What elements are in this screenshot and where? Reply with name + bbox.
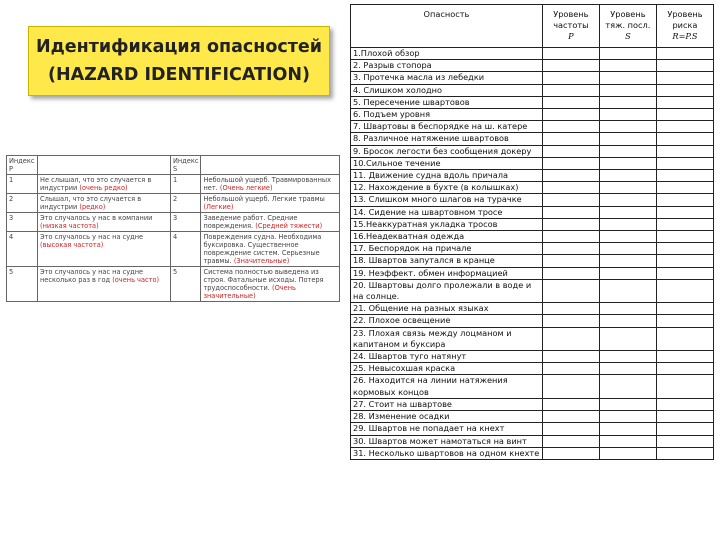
risk-column-header: Уровень риска R=P.S bbox=[656, 5, 713, 48]
hazard-row bbox=[351, 218, 714, 230]
risk-input-cell[interactable] bbox=[656, 267, 713, 279]
frequency-input-cell[interactable] bbox=[542, 231, 599, 243]
hazard-row bbox=[351, 255, 714, 267]
severity-input-cell[interactable] bbox=[599, 109, 656, 121]
frequency-input-cell[interactable] bbox=[542, 363, 599, 375]
index-table-row bbox=[7, 232, 340, 267]
frequency-input-cell[interactable] bbox=[542, 255, 599, 267]
title-line-1: Идентификация опасностей bbox=[35, 37, 323, 57]
frequency-desc-header bbox=[38, 156, 171, 175]
risk-input-cell[interactable] bbox=[656, 133, 713, 145]
hazard-row bbox=[351, 279, 714, 302]
frequency-input-cell[interactable] bbox=[542, 194, 599, 206]
hazard-row bbox=[351, 72, 714, 84]
frequency-desc-cell: Слышал, что это случается в индустрии (редко) bbox=[38, 194, 171, 213]
frequency-input-cell[interactable] bbox=[542, 206, 599, 218]
hazard-row bbox=[351, 109, 714, 121]
index-p-cell: 3 bbox=[7, 213, 38, 232]
hazard-name-cell: 1.Плохой обзор bbox=[351, 48, 543, 60]
hazard-name-cell: 29. Швартов не попадает на кнехт bbox=[351, 423, 543, 435]
severity-input-cell[interactable] bbox=[599, 411, 656, 423]
index-s-cell: 4 bbox=[171, 232, 201, 267]
severity-input-cell[interactable] bbox=[599, 206, 656, 218]
hazard-name-cell: 24. Швартов туго натянут bbox=[351, 351, 543, 363]
risk-input-cell[interactable] bbox=[656, 121, 713, 133]
frequency-input-cell[interactable] bbox=[542, 351, 599, 363]
severity-input-cell[interactable] bbox=[599, 48, 656, 60]
hazard-row bbox=[351, 375, 714, 398]
hazard-row bbox=[351, 96, 714, 108]
severity-desc-cell: Заведение работ. Средние повреждения. (Средней тяжести) bbox=[201, 213, 340, 232]
severity-note: (Очень легкие) bbox=[219, 184, 273, 192]
hazard-row bbox=[351, 303, 714, 315]
risk-input-cell[interactable] bbox=[656, 109, 713, 121]
frequency-input-cell[interactable] bbox=[542, 279, 599, 302]
risk-input-cell[interactable] bbox=[656, 60, 713, 72]
frequency-input-cell[interactable] bbox=[542, 411, 599, 423]
severity-desc-header bbox=[201, 156, 340, 175]
severity-input-cell[interactable] bbox=[599, 145, 656, 157]
frequency-input-cell[interactable] bbox=[542, 133, 599, 145]
risk-input-cell[interactable] bbox=[656, 435, 713, 447]
severity-note: (Очень значительные) bbox=[203, 284, 296, 300]
hazard-row bbox=[351, 435, 714, 447]
index-s-cell: 2 bbox=[171, 194, 201, 213]
severity-input-cell[interactable] bbox=[599, 315, 656, 327]
hazard-row bbox=[351, 170, 714, 182]
risk-input-cell[interactable] bbox=[656, 243, 713, 255]
severity-input-cell[interactable] bbox=[599, 157, 656, 169]
severity-input-cell[interactable] bbox=[599, 447, 656, 459]
hazard-row bbox=[351, 133, 714, 145]
severity-input-cell[interactable] bbox=[599, 279, 656, 302]
frequency-desc-cell: Это случалось у нас в компании (низкая частота) bbox=[38, 213, 171, 232]
risk-input-cell[interactable] bbox=[656, 231, 713, 243]
index-table bbox=[6, 155, 340, 302]
severity-input-cell[interactable] bbox=[599, 351, 656, 363]
hazard-row bbox=[351, 145, 714, 157]
severity-input-cell[interactable] bbox=[599, 327, 656, 350]
frequency-input-cell[interactable] bbox=[542, 423, 599, 435]
frequency-input-cell[interactable] bbox=[542, 218, 599, 230]
risk-input-cell[interactable] bbox=[656, 255, 713, 267]
severity-input-cell[interactable] bbox=[599, 375, 656, 398]
frequency-input-cell[interactable] bbox=[542, 170, 599, 182]
hazard-row bbox=[351, 48, 714, 60]
risk-input-cell[interactable] bbox=[656, 423, 713, 435]
severity-input-cell[interactable] bbox=[599, 218, 656, 230]
index-s-cell: 3 bbox=[171, 213, 201, 232]
hazard-name-cell: 13. Слишком много шлагов на турачке bbox=[351, 194, 543, 206]
hazard-name-cell: 11. Движение судна вдоль причала bbox=[351, 170, 543, 182]
severity-input-cell[interactable] bbox=[599, 182, 656, 194]
hazard-name-cell: 27. Стоит на швартове bbox=[351, 398, 543, 410]
frequency-desc-cell: Это случалось у нас на судне (высокая частота) bbox=[38, 232, 171, 267]
index-p-cell: 4 bbox=[7, 232, 38, 267]
severity-input-cell[interactable] bbox=[599, 255, 656, 267]
severity-note: (Легкие) bbox=[203, 203, 234, 211]
frequency-input-cell[interactable] bbox=[542, 375, 599, 398]
index-p-cell: 5 bbox=[7, 267, 38, 302]
frequency-desc-cell: Это случалось у нас на судне несколько раз в год (очень часто) bbox=[38, 267, 171, 302]
hazard-name-cell: 26. Находится на линии натяжения кормовых концов bbox=[351, 375, 543, 398]
risk-input-cell[interactable] bbox=[656, 398, 713, 410]
frequency-input-cell[interactable] bbox=[542, 182, 599, 194]
hazard-name-cell: 21. Общение на разных языках bbox=[351, 303, 543, 315]
hazard-name-cell: 10.Сильное течение bbox=[351, 157, 543, 169]
hazard-row bbox=[351, 206, 714, 218]
frequency-input-cell[interactable] bbox=[542, 72, 599, 84]
severity-input-cell[interactable] bbox=[599, 194, 656, 206]
index-p-cell: 1 bbox=[7, 175, 38, 194]
hazard-name-cell: 8. Различное натяжение швартовов bbox=[351, 133, 543, 145]
frequency-input-cell[interactable] bbox=[542, 121, 599, 133]
risk-input-cell[interactable] bbox=[656, 375, 713, 398]
index-p-header: Индекс P bbox=[7, 156, 38, 175]
risk-input-cell[interactable] bbox=[656, 206, 713, 218]
hazard-name-cell: 20. Швартовы долго пролежали в воде и на солнце. bbox=[351, 279, 543, 302]
risk-input-cell[interactable] bbox=[656, 411, 713, 423]
hazard-name-cell: 25. Невысохшая краска bbox=[351, 363, 543, 375]
hazard-name-cell: 15.Неаккуратная укладка тросов bbox=[351, 218, 543, 230]
severity-input-cell[interactable] bbox=[599, 363, 656, 375]
risk-input-cell[interactable] bbox=[656, 315, 713, 327]
hazard-name-cell: 3. Протечка масла из лебедки bbox=[351, 72, 543, 84]
hazard-row bbox=[351, 157, 714, 169]
hazard-row bbox=[351, 60, 714, 72]
hazard-name-cell: 31. Несколько швартовов на одном кнехте bbox=[351, 447, 543, 459]
hazard-row bbox=[351, 423, 714, 435]
severity-input-cell[interactable] bbox=[599, 84, 656, 96]
hazard-name-cell: 12. Нахождение в бухте (в колышках) bbox=[351, 182, 543, 194]
severity-desc-cell: Небольшой ущерб. Легкие травмы (Легкие) bbox=[201, 194, 340, 213]
risk-input-cell[interactable] bbox=[656, 96, 713, 108]
frequency-input-cell[interactable] bbox=[542, 96, 599, 108]
risk-input-cell[interactable] bbox=[656, 447, 713, 459]
frequency-input-cell[interactable] bbox=[542, 84, 599, 96]
index-table-row bbox=[7, 213, 340, 232]
severity-input-cell[interactable] bbox=[599, 96, 656, 108]
hazard-name-cell: 6. Подъем уровня bbox=[351, 109, 543, 121]
severity-input-cell[interactable] bbox=[599, 303, 656, 315]
hazard-name-cell: 28. Изменение осадки bbox=[351, 411, 543, 423]
severity-input-cell[interactable] bbox=[599, 231, 656, 243]
index-table-row bbox=[7, 267, 340, 302]
frequency-input-cell[interactable] bbox=[542, 315, 599, 327]
hazard-name-cell: 2. Разрыв стопора bbox=[351, 60, 543, 72]
severity-input-cell[interactable] bbox=[599, 267, 656, 279]
frequency-input-cell[interactable] bbox=[542, 243, 599, 255]
frequency-input-cell[interactable] bbox=[542, 303, 599, 315]
frequency-note: (высокая частота) bbox=[40, 241, 104, 249]
hazard-row bbox=[351, 267, 714, 279]
risk-input-cell[interactable] bbox=[656, 327, 713, 350]
frequency-input-cell[interactable] bbox=[542, 327, 599, 350]
frequency-desc-cell: Не слышал, что это случается в индустрии (очень редко) bbox=[38, 175, 171, 194]
risk-input-cell[interactable] bbox=[656, 218, 713, 230]
severity-input-cell[interactable] bbox=[599, 121, 656, 133]
hazard-row bbox=[351, 315, 714, 327]
hazard-row bbox=[351, 351, 714, 363]
severity-desc-cell: Небольшой ущерб. Травмированных нет. (Очень легкие) bbox=[201, 175, 340, 194]
hazard-table-header bbox=[351, 5, 714, 48]
risk-input-cell[interactable] bbox=[656, 170, 713, 182]
hazard-row bbox=[351, 363, 714, 375]
risk-input-cell[interactable] bbox=[656, 194, 713, 206]
risk-input-cell[interactable] bbox=[656, 145, 713, 157]
risk-input-cell[interactable] bbox=[656, 48, 713, 60]
risk-input-cell[interactable] bbox=[656, 157, 713, 169]
hazard-column-header: Опасность bbox=[351, 5, 543, 48]
index-s-cell: 5 bbox=[171, 267, 201, 302]
hazard-name-cell: 17. Беспорядок на причале bbox=[351, 243, 543, 255]
risk-input-cell[interactable] bbox=[656, 303, 713, 315]
severity-desc-cell: Повреждения судна. Необходима буксировка. Существенное повреждение систем. Серьезные травмы. (Значительные) bbox=[201, 232, 340, 267]
frequency-input-cell[interactable] bbox=[542, 157, 599, 169]
hazard-name-cell: 30. Швартов может намотаться на винт bbox=[351, 435, 543, 447]
frequency-input-cell[interactable] bbox=[542, 145, 599, 157]
hazard-name-cell: 19. Неэффект. обмен информацией bbox=[351, 267, 543, 279]
frequency-note: (очень часто) bbox=[112, 276, 160, 284]
hazard-row bbox=[351, 243, 714, 255]
risk-input-cell[interactable] bbox=[656, 363, 713, 375]
severity-input-cell[interactable] bbox=[599, 243, 656, 255]
severity-note: (Средней тяжести) bbox=[255, 222, 323, 230]
index-table-row bbox=[7, 194, 340, 213]
severity-column-header: Уровень тяж. посл. S bbox=[599, 5, 656, 48]
severity-input-cell[interactable] bbox=[599, 72, 656, 84]
severity-desc-cell: Система полностью выведена из строя. Фатальные исходы. Потеря трудоспособности. (Очень значительные) bbox=[201, 267, 340, 302]
hazard-row bbox=[351, 447, 714, 459]
hazard-name-cell: 7. Швартовы в беспорядке на ш. катере bbox=[351, 121, 543, 133]
hazard-row bbox=[351, 327, 714, 350]
risk-input-cell[interactable] bbox=[656, 84, 713, 96]
hazard-row bbox=[351, 121, 714, 133]
hazard-name-cell: 14. Сидение на швартовном тросе bbox=[351, 206, 543, 218]
risk-input-cell[interactable] bbox=[656, 351, 713, 363]
index-p-cell: 2 bbox=[7, 194, 38, 213]
index-s-cell: 1 bbox=[171, 175, 201, 194]
hazard-table bbox=[350, 4, 714, 460]
hazard-name-cell: 23. Плохая связь между лоцманом и капитаном и буксира bbox=[351, 327, 543, 350]
index-table-header bbox=[7, 156, 340, 175]
hazard-row bbox=[351, 182, 714, 194]
title-box bbox=[28, 26, 330, 96]
severity-input-cell[interactable] bbox=[599, 133, 656, 145]
title-line-2: (HAZARD IDENTIFICATION) bbox=[47, 65, 311, 85]
hazard-row bbox=[351, 411, 714, 423]
frequency-note: (низкая частота) bbox=[40, 222, 99, 230]
severity-input-cell[interactable] bbox=[599, 60, 656, 72]
risk-input-cell[interactable] bbox=[656, 182, 713, 194]
severity-input-cell[interactable] bbox=[599, 398, 656, 410]
hazard-name-cell: 18. Швартов запутался в кранце bbox=[351, 255, 543, 267]
frequency-input-cell[interactable] bbox=[542, 398, 599, 410]
severity-input-cell[interactable] bbox=[599, 423, 656, 435]
frequency-input-cell[interactable] bbox=[542, 48, 599, 60]
frequency-input-cell[interactable] bbox=[542, 447, 599, 459]
frequency-note: (очень редко) bbox=[79, 184, 128, 192]
severity-input-cell[interactable] bbox=[599, 170, 656, 182]
frequency-input-cell[interactable] bbox=[542, 60, 599, 72]
risk-input-cell[interactable] bbox=[656, 279, 713, 302]
frequency-input-cell[interactable] bbox=[542, 267, 599, 279]
index-table-row bbox=[7, 175, 340, 194]
risk-input-cell[interactable] bbox=[656, 72, 713, 84]
index-s-header: Индекс S bbox=[171, 156, 201, 175]
hazard-row bbox=[351, 231, 714, 243]
frequency-input-cell[interactable] bbox=[542, 435, 599, 447]
hazard-row bbox=[351, 398, 714, 410]
hazard-row bbox=[351, 84, 714, 96]
severity-input-cell[interactable] bbox=[599, 435, 656, 447]
hazard-name-cell: 22. Плохое освещение bbox=[351, 315, 543, 327]
severity-note: (Значительные) bbox=[233, 257, 290, 265]
frequency-note: (редко) bbox=[79, 203, 106, 211]
hazard-name-cell: 4. Слишком холодно bbox=[351, 84, 543, 96]
hazard-name-cell: 16.Неадекватная одежда bbox=[351, 231, 543, 243]
hazard-row bbox=[351, 194, 714, 206]
hazard-name-cell: 9. Бросок легости без сообщения докеру bbox=[351, 145, 543, 157]
hazard-name-cell: 5. Пересечение швартовов bbox=[351, 96, 543, 108]
frequency-input-cell[interactable] bbox=[542, 109, 599, 121]
frequency-column-header: Уровень частоты P bbox=[542, 5, 599, 48]
